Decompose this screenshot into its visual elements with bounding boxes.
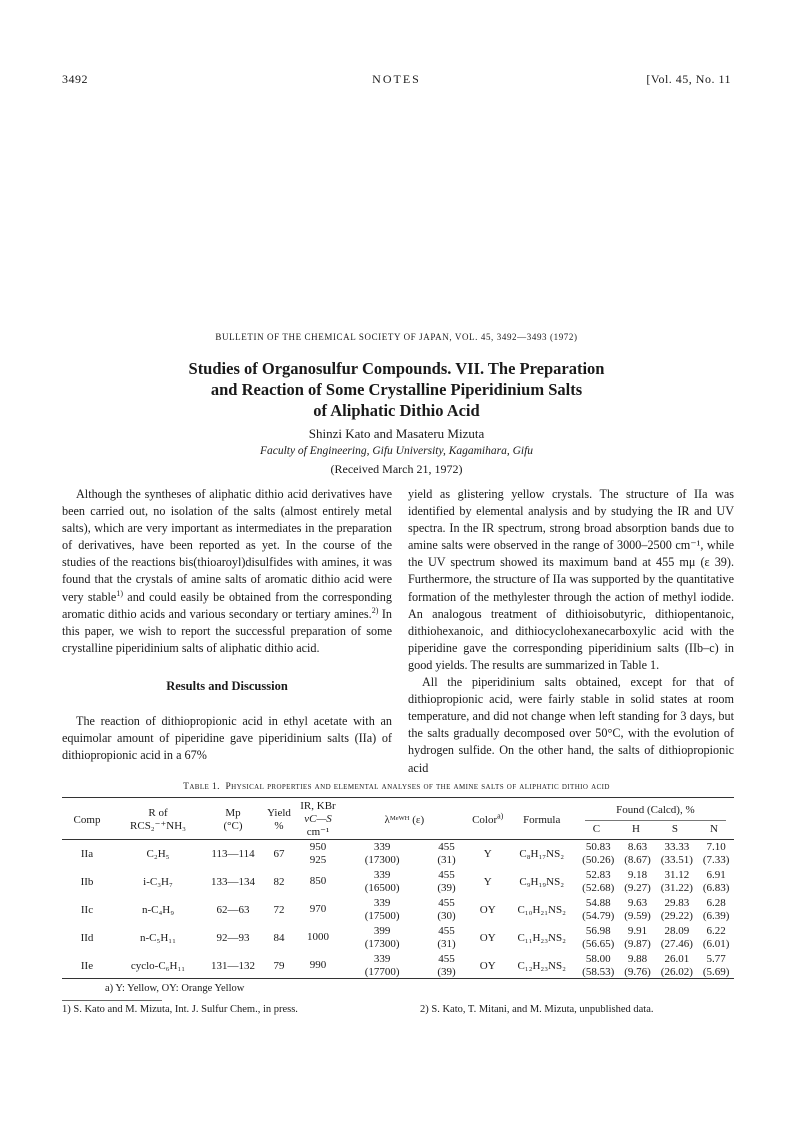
header-mp: Mp (°C) (223, 806, 243, 832)
cell-c: 52.83 (52.68) (582, 868, 615, 894)
running-section: NOTES (372, 72, 421, 86)
table-row (62, 868, 734, 896)
cell-uv-339: 399 (17300) (364, 924, 400, 950)
cell-color: OY (479, 931, 496, 944)
cell-s: 29.83 (29.22) (660, 896, 693, 922)
results-paragraph: The reaction of dithiopropionic acid in ethyl acetate with an equimolar amount of piperidine gave piperidinium salts (IIa) of dithiopropionic acid in a 67% (62, 714, 392, 763)
journal-citation: BULLETIN OF THE CHEMICAL SOCIETY OF JAPAN, VOL. 45, 3492—3493 (1972) (215, 332, 578, 342)
cell-r: n-C₄H₉ (141, 903, 175, 916)
cell-c: 50.83 (50.26) (582, 840, 615, 866)
cell-s: 31.12 (31.22) (660, 868, 693, 894)
cell-yield: 79 (273, 959, 285, 972)
cell-yield: 84 (273, 931, 285, 944)
table-header-row (62, 800, 734, 840)
cell-r: cyclo-C₆H₁₁ (130, 959, 186, 972)
left-column (62, 486, 392, 764)
cell-mp: 113—114 (211, 847, 255, 860)
cell-r: n-C₅H₁₁ (140, 931, 176, 944)
cell-ir: 950 925 (309, 840, 327, 866)
cell-c: 56.98 (56.65) (582, 924, 615, 950)
header-formula: Formula (523, 813, 561, 826)
table-caption: Table 1. Physical properties and elemental analyses of the amine salts of aliphatic dithio acid (183, 782, 610, 792)
cell-uv-455: 455 (39) (437, 868, 456, 894)
table-bottom-rule (62, 978, 734, 979)
cell-ir: 1000 (307, 931, 329, 943)
cell-color: Y (483, 875, 492, 888)
cell-comp: IIe (80, 959, 94, 972)
cell-s: 26.01 (26.02) (660, 952, 693, 978)
cell-formula: C₁₀H₂₁NS₂ (517, 903, 566, 916)
header-uv: λᴹᵉᵂᴴ (ε) (384, 813, 425, 826)
cell-uv-339: 339 (16500) (364, 868, 400, 894)
results-continued-paragraph: yield as glistering yellow crystals. The structure of IIa was identified by elemental analysis and by studying the IR and UV spectra. In the IR spectrum, strong broad absorption bands due to amine salts were observed in the range of 3000–2500 cm⁻¹, while the UV spectrum showed its maximum band at 455 mμ (ε 39). Furthermore, the structure of IIa was supported by the quantitative formation of the methylester through the action of methyl iodide. An analogous treatment of dithioisobutyric, dithiopentanoic, dithiohexanoic, and dithiocyclohexanecarboxylic acid with the piperidine gave the corresponding piperidinium salts (IIb–c) in good yields. The results are summarized in Table 1. (408, 487, 734, 672)
footnote-1: 1) S. Kato and M. Mizuta, Int. J. Sulfur Chem., in press. (62, 1004, 298, 1015)
header-found: Found (Calcd), % C H S N (577, 800, 734, 840)
cell-mp: 62—63 (216, 903, 250, 916)
cell-yield: 82 (273, 875, 285, 888)
cell-h: 8.63 (8.67) (624, 840, 651, 866)
cell-r: C₂H₅ (146, 847, 170, 860)
table-row (62, 840, 734, 868)
cell-h: 9.63 (9.59) (624, 896, 651, 922)
cell-uv-339: 339 (17300) (364, 840, 400, 866)
table-row (62, 924, 734, 952)
cell-s: 28.09 (27.46) (660, 924, 693, 950)
header-comp: Comp (73, 813, 101, 826)
cell-n: 7.10 (7.33) (702, 840, 730, 866)
cell-ir: 850 (309, 875, 327, 887)
right-column (408, 486, 734, 777)
cell-h: 9.91 (9.87) (624, 924, 651, 950)
cell-formula: C₁₂H₂₃NS₂ (517, 959, 566, 972)
cell-uv-339: 339 (17700) (364, 952, 400, 978)
cell-ir: 990 (309, 959, 327, 971)
cell-ir: 970 (309, 903, 327, 915)
footnote-2: 2) S. Kato, T. Mitani, and M. Mizuta, unpublished data. (420, 1004, 654, 1015)
cell-mp: 92—93 (216, 931, 250, 944)
table-row (62, 896, 734, 924)
cell-s: 33.33 (33.51) (660, 840, 693, 866)
cell-formula: C₉H₁₉NS₂ (519, 875, 565, 888)
title-line-1: Studies of Organosulfur Compounds. VII. The Preparation (188, 359, 605, 378)
table-row (62, 952, 734, 980)
title-line-3: of Aliphatic Dithio Acid (313, 401, 480, 420)
cell-comp: IIa (80, 847, 94, 860)
cell-n: 6.28 (6.39) (702, 896, 730, 922)
page-number: 3492 (62, 72, 88, 86)
cell-r: i-C₃H₇ (143, 875, 173, 888)
section-heading: Results and Discussion (166, 678, 288, 693)
cell-yield: 67 (273, 847, 285, 860)
affiliation: Faculty of Engineering, Gifu University, Kagamihara, Gifu (259, 445, 534, 457)
article-title (120, 358, 673, 421)
cell-uv-455: 455 (39) (437, 952, 456, 978)
intro-paragraph: Although the syntheses of aliphatic dithio acid derivatives have been carried out, no isolation of the salts (almost entirely metal salts), which are very important as intermediates in the preparation of derivatives, have been reported as yet. In the course of the studies of the reactions bis(thioaroyl)disulfides with amines, it was found that the crystals of amine salts of aromatic dithio acid were very stable$^{1)}$ and could easily be obtained from the corresponding aromatic dithio acids and various secondary or tertiary amines.$^{2)}$ In this paper, we wish to report the successful preparation of some crystalline piperidinium salts of aliphatic dithio acid. (62, 487, 393, 655)
stability-paragraph: All the piperidinium salts obtained, except for that of dithiopropionic acid, were fairly stable in solid states at room temperature, and did not change when left standing for 3 days, but the salts gradually decomposed over 50°C, with the evolution of hydrogen sulfide. On the other hand, the salts of dithiopropionic acid (408, 675, 734, 775)
header-r: R of RCS₂⁻⁺NH₃ (130, 806, 186, 832)
cell-comp: IId (80, 931, 94, 944)
cell-comp: IIc (80, 903, 94, 916)
cell-uv-455: 455 (31) (437, 924, 456, 950)
table-top-rule (62, 797, 734, 798)
cell-color: OY (479, 959, 496, 972)
cell-n: 6.91 (6.83) (702, 868, 730, 894)
header-ir: IR, KBr νC—S cm⁻¹ (300, 800, 336, 838)
cell-c: 58.00 (58.53) (582, 952, 615, 978)
cell-uv-455: 455 (31) (437, 840, 456, 866)
cell-color: OY (479, 903, 496, 916)
cell-yield: 72 (273, 903, 285, 916)
data-table (62, 800, 734, 980)
cell-c: 54.88 (54.79) (582, 896, 615, 922)
volume-info: [Vol. 45, No. 11 (646, 72, 731, 86)
cell-h: 9.18 (9.27) (624, 868, 651, 894)
cell-h: 9.88 (9.76) (624, 952, 651, 978)
header-yield: Yield % (267, 806, 291, 832)
cell-formula: C₈H₁₇NS₂ (519, 847, 565, 860)
header-color: Color$^{a)}$ (472, 810, 504, 826)
cell-comp: IIb (80, 875, 94, 888)
cell-n: 6.22 (6.01) (702, 924, 730, 950)
cell-formula: C₁₁H₂₃NS₂ (517, 931, 566, 944)
cell-n: 5.77 (5.69) (702, 952, 730, 978)
cell-uv-455: 455 (30) (437, 896, 456, 922)
title-line-2: and Reaction of Some Crystalline Piperidinium Salts (210, 380, 583, 399)
cell-mp: 133—134 (211, 875, 255, 888)
table-body (62, 840, 734, 980)
cell-uv-339: 339 (17500) (364, 896, 400, 922)
footnote-rule (62, 1000, 162, 1001)
authors: Shinzi Kato and Masateru Mizuta (308, 426, 485, 441)
table-note: a) Y: Yellow, OY: Orange Yellow (105, 983, 245, 994)
received-date: (Received March 21, 1972) (330, 462, 463, 476)
cell-color: Y (483, 847, 492, 860)
cell-mp: 131—132 (211, 959, 255, 972)
